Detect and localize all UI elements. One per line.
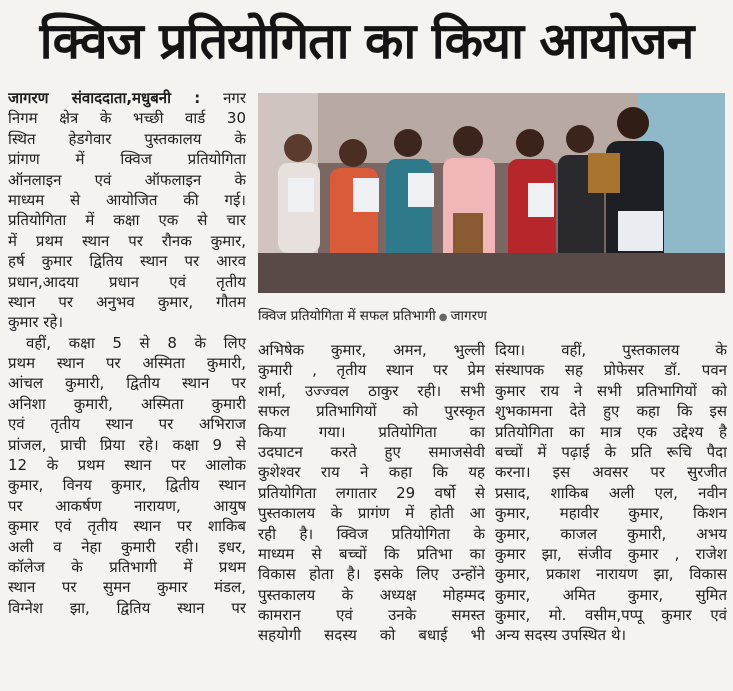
column1-line: पर आकर्षण नारायण, आयुष: [8, 496, 246, 515]
caption-text: क्विज प्रतियोगिता में सफल प्रतिभागी: [258, 308, 436, 324]
photo-illustration: [258, 93, 725, 293]
column3-line: बच्चों में पढ़ाई के प्रति रूचि पैदा: [495, 442, 727, 461]
article-column-3: [495, 340, 727, 646]
column3-line: शुभकामना देते हुए कहा कि इस: [495, 402, 727, 421]
column1-line: स्थित हेडगेवार पुस्तकालय के: [8, 129, 246, 148]
column3-line: कुमार झा, संजीव कुमार , राजेश: [495, 544, 727, 563]
column2-line: पुस्तकालय के अध्यक्ष मोहम्मद: [258, 585, 485, 604]
column1-line: प्रतियोगिता में कक्षा एक से चार: [8, 211, 246, 230]
column1-line: प्रथम स्थान पर अस्मिता कुमारी,: [8, 354, 246, 373]
column1-line: अली व नेहा कुमारी रही। इधर,: [8, 537, 246, 556]
column1-line: नगर: [223, 89, 246, 107]
column3-line: संस्थापक सह प्रोफेसर डॉ. पवन: [495, 361, 727, 380]
column1-line: में प्रथम स्थान पर रौनक कुमार,: [8, 231, 246, 250]
article-column-1: [8, 88, 246, 618]
column1-line: कुमार रहे।: [8, 313, 64, 332]
column1-line: एवं तृतीय स्थान पर अभिराज: [8, 415, 246, 434]
column1-line: प्रधान,आदया प्रधान एवं तृतीय: [8, 272, 246, 291]
column2-line: सहयोगी सदस्य को बधाई भी: [258, 626, 485, 645]
photo-caption: [258, 305, 725, 327]
column2-line: प्रतियोगिता लगातार 29 वर्षो से: [258, 483, 485, 502]
column1-line: प्रांगण में क्विज प्रतियोगिता: [8, 150, 246, 169]
column1-line: कुमार एवं तृतीय स्थान पर शाकिब: [8, 517, 246, 536]
event-photo: [258, 93, 725, 293]
column2-line: कुमारी , तृतीय स्थान पर प्रेम: [258, 361, 485, 380]
column1-line: वहीं, कक्षा 5 से 8 के लिए: [26, 333, 246, 352]
column2-line: विकास होता है। इसके लिए उन्होंने: [258, 565, 485, 584]
first-line: [8, 88, 246, 108]
bullet-icon: ●: [438, 312, 448, 323]
column2-line: अभिषेक कुमार, अमन, भुल्ली: [258, 341, 485, 359]
column3-line: कुमार, काजल कुमारी, अभय: [495, 524, 727, 543]
column1-line: आंचल कुमारी, द्वितीय स्थान पर: [8, 374, 246, 393]
column2-line: रही है। क्विज प्रतियोगिता के: [258, 524, 485, 543]
column1-line: माध्यम से आयोजित की गई।: [8, 190, 246, 209]
column1-line: प्रांजल, प्राची प्रिया रहे। कक्षा 9 से: [8, 435, 246, 454]
column1-line: निगम क्षेत्र के भच्छी वार्ड 30: [8, 109, 246, 128]
column3-line: प्रसाद, शाकिब अली एल, नवीन: [495, 483, 727, 502]
headline: क्विज प्रतियोगिता का किया आयोजन: [39, 12, 694, 70]
column3-line: कुमार, महावीर कुमार, किशन: [495, 504, 727, 523]
column3-line: कुमार राय ने सभी प्रतिभागियों को: [495, 381, 727, 400]
byline: जागरण संवाददाता,मधुबनी :: [8, 89, 201, 107]
column2-line: किया गया। प्रतियोगिता का: [258, 422, 485, 441]
column3-line: प्रतियोगिता का मात्र एक उद्देश्य है: [495, 422, 727, 441]
column2-line: उदघाटन करते हुए समाजसेवी: [258, 442, 485, 461]
photo-credit: जागरण: [450, 308, 487, 324]
column1-line: स्थान पर सुमन कुमार मंडल,: [8, 578, 246, 597]
column3-line: कुमार, प्रकाश नारायण झा, विकास: [495, 565, 727, 584]
column1-line: ऑनलाइन एवं ऑफलाइन के: [8, 170, 246, 189]
column2-line: कामरान एवं उनके समस्त: [258, 606, 485, 625]
column2-line: माध्यम से बच्चों कि प्रतिभा का: [258, 544, 485, 563]
article-column-2: [258, 340, 485, 646]
column1-line: स्थान पर अनुभव कुमार, गौतम: [8, 292, 246, 311]
column1-line: अनिशा कुमारी, अस्मिता कुमारी: [8, 394, 246, 413]
column1-line: कॉलेज के प्रतिभागी में प्रथम: [8, 557, 246, 576]
column3-line: दिया। वहीं, पुस्तकालय के: [495, 341, 727, 359]
column2-line: पुस्तकालय के प्रागंण में होती आ: [258, 504, 485, 523]
column2-line: कुशेश्वर राय ने कहा कि यह: [258, 463, 485, 482]
column3-line: कुमार, अमित कुमार, सुमित: [495, 585, 727, 604]
column1-line: हर्ष कुमार द्वितिय स्थान पर आरव: [8, 252, 246, 271]
column3-line: अन्य सदस्य उपस्थित थे।: [495, 626, 627, 645]
column1-line: 12 के प्रथम स्थान पर आलोक: [8, 456, 246, 475]
column2-line: सफल प्रतिभागियों को पुरस्कृत: [258, 402, 485, 421]
column1-line: कुमार, विनय कुमार, द्वितीय स्थान: [8, 476, 246, 495]
column3-line: करना। इस अवसर पर सुरजीत: [495, 463, 727, 482]
column3-line: कुमार, मो. वसीम,पप्पू कुमार एवं: [495, 606, 727, 625]
column1-line: विग्नेश झा, द्वितिय स्थान पर: [8, 598, 246, 617]
column2-line: शर्मा, उज्ज्वल ठाकुर रही। सभी: [258, 381, 485, 400]
